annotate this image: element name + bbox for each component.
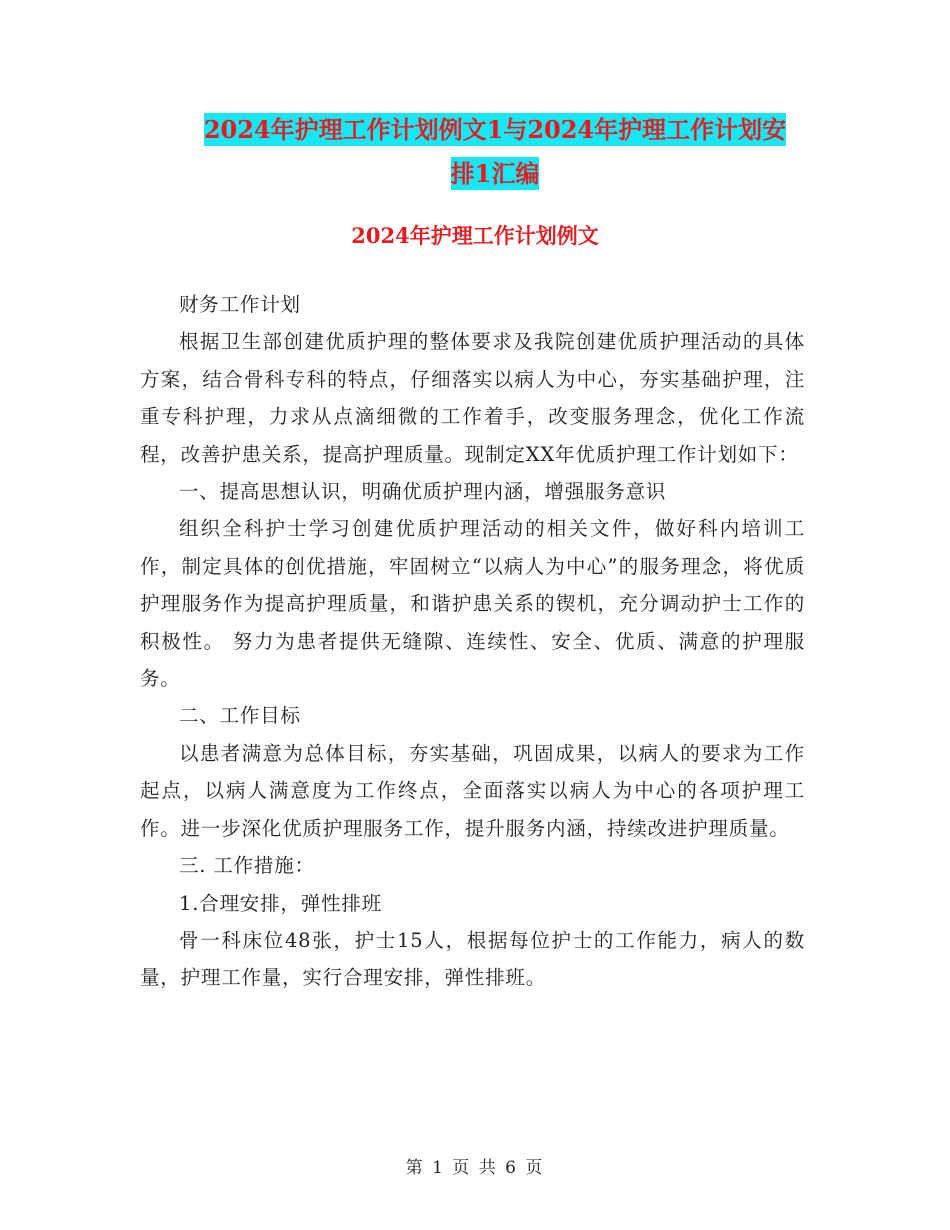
paragraph: 骨一科床位48张，护士15人，根据每位护士的工作能力，病人的数量，护理工作量，实行合理安排，弹性排班。 — [140, 928, 805, 990]
paragraph: 1.合理安排，弹性排班 — [179, 891, 382, 915]
document-title-line1: 2024年护理工作计划例文1与2024年护理工作计划安 — [203, 115, 787, 144]
paragraph: 财务工作计划 — [179, 293, 301, 316]
paragraph: 以患者满意为总体目标，夯实基础，巩固成果，以病人的要求为工作起点，以病人满意度为工作终点，全面落实以病人为中心的各项护理工作。进一步深化优质护理服务工作，提升服务内涵，持续改进护理质量。 — [140, 741, 805, 840]
paragraph: 组织全科护士学习创建优质护理活动的相关文件，做好科内培训工作，制定具体的创优措施，牢固树立“以病人为中心”的服务理念，将优质护理服务作为提高护理质量，和谐护患关系的锲机，充分调动护士工作的积极性。 努力为患者提供无缝隙、连续性、安全、优质、满意的护理服务。 — [140, 517, 805, 691]
paragraph: 一、提高思想认识，明确优质护理内涵，增强服务意识 — [179, 480, 667, 504]
page-footer: 第 1 页 共 6 页 — [405, 1158, 545, 1178]
document-title — [140, 108, 850, 196]
paragraph: 二、工作目标 — [179, 704, 301, 728]
section-title: 2024年护理工作计划例文 — [351, 223, 599, 248]
document-body — [140, 286, 805, 997]
paragraph: 三. 工作措施： — [179, 854, 315, 878]
document-title-line2: 排1汇编 — [450, 159, 540, 188]
paragraph: 根据卫生部创建优质护理的整体要求及我院创建优质护理活动的具体方案，结合骨科专科的特点，仔细落实以病人为中心，夯实基础护理，注重专科护理，力求从点滴细微的工作着手，改变服务理念，优化工作流程，改善护患关系，提高护理质量。现制定XX年优质护理工作计划如下： — [140, 330, 805, 466]
